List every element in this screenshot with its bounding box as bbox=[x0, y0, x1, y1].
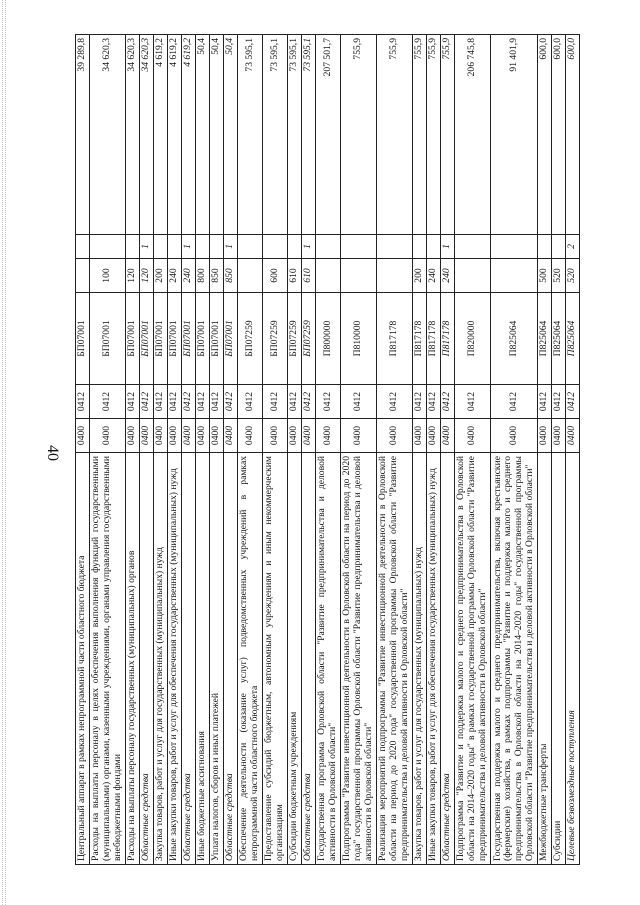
podrazdel-code-cell: 0412 bbox=[566, 385, 580, 419]
amount-cell: 206 745,8 bbox=[455, 35, 491, 235]
razdel-code-cell: 0400 bbox=[90, 419, 126, 453]
amount-cell: 755,9 bbox=[427, 35, 441, 235]
razdel-code-cell: 0400 bbox=[140, 419, 154, 453]
target-article-code-cell: БП07001 bbox=[140, 293, 154, 385]
source-code-cell: 1 bbox=[182, 235, 196, 259]
podrazdel-code-cell: 0412 bbox=[288, 385, 302, 419]
expense-type-code-cell: 240 bbox=[182, 259, 196, 293]
amount-cell: 600,0 bbox=[538, 35, 552, 235]
table-row bbox=[341, 35, 377, 865]
target-article-code-cell: БП07001 bbox=[224, 293, 238, 385]
podrazdel-code-cell: 0412 bbox=[210, 385, 224, 419]
target-article-code-cell: П810000 bbox=[341, 293, 377, 385]
podrazdel-code-cell: 0412 bbox=[455, 385, 491, 419]
podrazdel-code-cell: 0412 bbox=[238, 385, 263, 419]
page-number: 40 bbox=[44, 445, 61, 461]
amount-cell: 73 595,1 bbox=[302, 35, 316, 235]
expense-type-code-cell bbox=[76, 259, 90, 293]
razdel-code-cell: 0400 bbox=[126, 419, 140, 453]
row-name-cell: Подпрограмма "Развитие и поддержка малого и среднего предпринимательства в Орловской области на 2014–2020 годы" в рамках государственной программы Орловской области "Развитие предпринимательства и деловой активности в Орловской области" bbox=[455, 453, 491, 865]
target-article-code-cell: БП07001 bbox=[182, 293, 196, 385]
podrazdel-code-cell: 0412 bbox=[413, 385, 427, 419]
podrazdel-code-cell: 0412 bbox=[263, 385, 288, 419]
razdel-code-cell: 0400 bbox=[168, 419, 182, 453]
podrazdel-code-cell: 0412 bbox=[90, 385, 126, 419]
source-code-cell bbox=[126, 235, 140, 259]
target-article-code-cell: П817178 bbox=[427, 293, 441, 385]
source-code-cell bbox=[154, 235, 168, 259]
expense-type-code-cell: 120 bbox=[126, 259, 140, 293]
podrazdel-code-cell: 0412 bbox=[538, 385, 552, 419]
amount-cell: 4 619,2 bbox=[154, 35, 168, 235]
target-article-code-cell: П817178 bbox=[413, 293, 427, 385]
expense-type-code-cell bbox=[341, 259, 377, 293]
target-article-code-cell: П820000 bbox=[455, 293, 491, 385]
source-code-cell bbox=[168, 235, 182, 259]
amount-cell: 755,9 bbox=[441, 35, 455, 235]
table-row bbox=[224, 35, 238, 865]
razdel-code-cell: 0400 bbox=[377, 419, 413, 453]
row-name-cell: Областные средства bbox=[302, 453, 316, 865]
row-name-cell: Расходы на выплаты персоналу государственных (муниципальных) органов bbox=[126, 453, 140, 865]
table-row bbox=[316, 35, 341, 865]
razdel-code-cell: 0400 bbox=[552, 419, 566, 453]
amount-cell: 34 620,3 bbox=[140, 35, 154, 235]
table-row bbox=[427, 35, 441, 865]
source-code-cell: 1 bbox=[140, 235, 154, 259]
amount-cell: 39 289,8 bbox=[76, 35, 90, 235]
expense-type-code-cell: 200 bbox=[413, 259, 427, 293]
amount-cell: 4 619,2 bbox=[168, 35, 182, 235]
podrazdel-code-cell: 0412 bbox=[552, 385, 566, 419]
target-article-code-cell: П817178 bbox=[377, 293, 413, 385]
podrazdel-code-cell: 0412 bbox=[182, 385, 196, 419]
row-name-cell: Предоставление субсидий бюджетным, автономным учреждениям и иным некоммерческим организациям bbox=[263, 453, 288, 865]
table-row bbox=[552, 35, 566, 865]
razdel-code-cell: 0400 bbox=[455, 419, 491, 453]
expense-type-code-cell: 240 bbox=[427, 259, 441, 293]
amount-cell: 600,0 bbox=[566, 35, 580, 235]
target-article-code-cell: БП07259 bbox=[238, 293, 263, 385]
row-name-cell: Субсидии bbox=[552, 453, 566, 865]
source-code-cell bbox=[491, 235, 538, 259]
razdel-code-cell: 0400 bbox=[182, 419, 196, 453]
expense-type-code-cell: 800 bbox=[196, 259, 210, 293]
expense-type-code-cell: 520 bbox=[552, 259, 566, 293]
target-article-code-cell: П825064 bbox=[552, 293, 566, 385]
expense-type-code-cell: 200 bbox=[154, 259, 168, 293]
podrazdel-code-cell: 0412 bbox=[377, 385, 413, 419]
razdel-code-cell: 0400 bbox=[238, 419, 263, 453]
budget-table bbox=[75, 34, 580, 865]
table-row bbox=[263, 35, 288, 865]
razdel-code-cell: 0400 bbox=[316, 419, 341, 453]
table-row bbox=[140, 35, 154, 865]
source-code-cell bbox=[552, 235, 566, 259]
podrazdel-code-cell: 0412 bbox=[341, 385, 377, 419]
razdel-code-cell: 0400 bbox=[427, 419, 441, 453]
razdel-code-cell: 0400 bbox=[196, 419, 210, 453]
row-name-cell: Иные закупки товаров, работ и услуг для обеспечения государственных (муниципальных) нужд bbox=[168, 453, 182, 865]
expense-type-code-cell: 240 bbox=[441, 259, 455, 293]
podrazdel-code-cell: 0412 bbox=[126, 385, 140, 419]
razdel-code-cell: 0400 bbox=[224, 419, 238, 453]
expense-type-code-cell: 120 bbox=[140, 259, 154, 293]
table-row bbox=[302, 35, 316, 865]
razdel-code-cell: 0400 bbox=[263, 419, 288, 453]
amount-cell: 50,4 bbox=[224, 35, 238, 235]
source-code-cell bbox=[263, 235, 288, 259]
target-article-code-cell: П825064 bbox=[566, 293, 580, 385]
expense-type-code-cell: 850 bbox=[224, 259, 238, 293]
target-article-code-cell: БП07259 bbox=[263, 293, 288, 385]
table-row bbox=[377, 35, 413, 865]
row-name-cell: Закупка товаров, работ и услуг для государственных (муниципальных) нужд bbox=[154, 453, 168, 865]
row-name-cell: Областные средства bbox=[441, 453, 455, 865]
podrazdel-code-cell: 0412 bbox=[427, 385, 441, 419]
source-code-cell bbox=[90, 235, 126, 259]
source-code-cell bbox=[377, 235, 413, 259]
amount-cell: 4 619,2 bbox=[182, 35, 196, 235]
razdel-code-cell: 0400 bbox=[288, 419, 302, 453]
source-code-cell bbox=[316, 235, 341, 259]
podrazdel-code-cell: 0412 bbox=[196, 385, 210, 419]
razdel-code-cell: 0400 bbox=[538, 419, 552, 453]
row-name-cell: Государственная поддержка малого и среднего предпринимательства, включая крестьянские (фермерские) хозяйства, в рамках подпрограммы "Развитие и поддержка малого и среднего предпринимательства в Орловской области на 2014–2020 годы" государственной программы Орловской области "Развитие предпринимательства и деловой активности в Орловской области" bbox=[491, 453, 538, 865]
table-row bbox=[196, 35, 210, 865]
target-article-code-cell: БП07001 bbox=[90, 293, 126, 385]
razdel-code-cell: 0400 bbox=[302, 419, 316, 453]
amount-cell: 91 401,9 bbox=[491, 35, 538, 235]
target-article-code-cell: БП07259 bbox=[288, 293, 302, 385]
budget-table-rotated bbox=[75, 35, 582, 865]
source-code-cell: 1 bbox=[441, 235, 455, 259]
row-name-cell: Расходы на выплаты персоналу в целях обеспечения выполнения функций государственными (муниципальными) органами, казенными учреждениями, органами управления государственными внебюджетными фондами bbox=[90, 453, 126, 865]
table-row bbox=[455, 35, 491, 865]
amount-cell: 755,9 bbox=[341, 35, 377, 235]
row-name-cell: Иные закупки товаров, работ и услуг для обеспечения государственных (муниципальных) нужд bbox=[427, 453, 441, 865]
source-code-cell bbox=[238, 235, 263, 259]
amount-cell: 50,4 bbox=[196, 35, 210, 235]
table-row bbox=[90, 35, 126, 865]
expense-type-code-cell: 600 bbox=[263, 259, 288, 293]
row-name-cell: Областные средства bbox=[140, 453, 154, 865]
razdel-code-cell: 0400 bbox=[566, 419, 580, 453]
expense-type-code-cell bbox=[377, 259, 413, 293]
podrazdel-code-cell: 0412 bbox=[491, 385, 538, 419]
razdel-code-cell: 0400 bbox=[491, 419, 538, 453]
target-article-code-cell: П825064 bbox=[491, 293, 538, 385]
expense-type-code-cell: 240 bbox=[168, 259, 182, 293]
podrazdel-code-cell: 0412 bbox=[224, 385, 238, 419]
expense-type-code-cell: 500 bbox=[538, 259, 552, 293]
source-code-cell bbox=[455, 235, 491, 259]
source-code-cell bbox=[210, 235, 224, 259]
row-name-cell: Субсидии бюджетным учреждениям bbox=[288, 453, 302, 865]
source-code-cell: 2 bbox=[566, 235, 580, 259]
table-row bbox=[288, 35, 302, 865]
row-name-cell: Иные бюджетные ассигнования bbox=[196, 453, 210, 865]
row-name-cell: Областные средства bbox=[182, 453, 196, 865]
table-row bbox=[441, 35, 455, 865]
expense-type-code-cell: 610 bbox=[288, 259, 302, 293]
table-row bbox=[76, 35, 90, 865]
scan-edge-mark bbox=[2, 0, 3, 905]
target-article-code-cell: БП07259 bbox=[302, 293, 316, 385]
amount-cell: 34 620,3 bbox=[90, 35, 126, 235]
table-row bbox=[182, 35, 196, 865]
amount-cell: 755,9 bbox=[377, 35, 413, 235]
row-name-cell: Областные средства bbox=[224, 453, 238, 865]
expense-type-code-cell bbox=[491, 259, 538, 293]
table-row bbox=[491, 35, 538, 865]
expense-type-code-cell bbox=[316, 259, 341, 293]
target-article-code-cell: БП07001 bbox=[168, 293, 182, 385]
table-row bbox=[168, 35, 182, 865]
row-name-cell: Государственная программа Орловской области "Развитие предпринимательства и деловой активности в Орловской области" bbox=[316, 453, 341, 865]
source-code-cell bbox=[76, 235, 90, 259]
source-code-cell bbox=[413, 235, 427, 259]
source-code-cell: 1 bbox=[224, 235, 238, 259]
expense-type-code-cell: 100 bbox=[90, 259, 126, 293]
expense-type-code-cell bbox=[455, 259, 491, 293]
podrazdel-code-cell: 0412 bbox=[168, 385, 182, 419]
target-article-code-cell: БП07001 bbox=[196, 293, 210, 385]
target-article-code-cell: БП07001 bbox=[210, 293, 224, 385]
table-row bbox=[126, 35, 140, 865]
razdel-code-cell: 0400 bbox=[210, 419, 224, 453]
row-name-cell: Реализация мероприятий подпрограммы "Развитие инвестиционной деятельности в Орловской области на период до 2020 года" государственной программы Орловской области "Развитие предпринимательства и деловой активности в Орловской области" bbox=[377, 453, 413, 865]
target-article-code-cell: БП07001 bbox=[126, 293, 140, 385]
podrazdel-code-cell: 0412 bbox=[441, 385, 455, 419]
amount-cell: 50,4 bbox=[210, 35, 224, 235]
table-row bbox=[238, 35, 263, 865]
table-row bbox=[154, 35, 168, 865]
amount-cell: 73 595,1 bbox=[288, 35, 302, 235]
amount-cell: 34 620,3 bbox=[126, 35, 140, 235]
row-name-cell: Обеспечение деятельности (оказание услуг) подведомственных учреждений в рамках непрограммной части областного бюджета bbox=[238, 453, 263, 865]
table-row bbox=[413, 35, 427, 865]
row-name-cell: Целевые безвозмездные поступления bbox=[566, 453, 580, 865]
podrazdel-code-cell: 0412 bbox=[76, 385, 90, 419]
podrazdel-code-cell: 0412 bbox=[302, 385, 316, 419]
amount-cell: 207 501,7 bbox=[316, 35, 341, 235]
source-code-cell bbox=[427, 235, 441, 259]
expense-type-code-cell: 610 bbox=[302, 259, 316, 293]
source-code-cell bbox=[341, 235, 377, 259]
amount-cell: 73 595,1 bbox=[263, 35, 288, 235]
target-article-code-cell: БП07001 bbox=[154, 293, 168, 385]
table-row bbox=[538, 35, 552, 865]
row-name-cell: Центральный аппарат в рамках непрограммной части областного бюджета bbox=[76, 453, 90, 865]
razdel-code-cell: 0400 bbox=[441, 419, 455, 453]
razdel-code-cell: 0400 bbox=[154, 419, 168, 453]
target-article-code-cell: БП07001 bbox=[76, 293, 90, 385]
amount-cell: 73 595,1 bbox=[238, 35, 263, 235]
target-article-code-cell: П817178 bbox=[441, 293, 455, 385]
source-code-cell bbox=[288, 235, 302, 259]
razdel-code-cell: 0400 bbox=[76, 419, 90, 453]
row-name-cell: Межбюджетные трансферты bbox=[538, 453, 552, 865]
podrazdel-code-cell: 0412 bbox=[140, 385, 154, 419]
source-code-cell bbox=[196, 235, 210, 259]
expense-type-code-cell: 850 bbox=[210, 259, 224, 293]
expense-type-code-cell: 520 bbox=[566, 259, 580, 293]
row-name-cell: Уплата налогов, сборов и иных платежей bbox=[210, 453, 224, 865]
source-code-cell bbox=[538, 235, 552, 259]
table-row bbox=[210, 35, 224, 865]
razdel-code-cell: 0400 bbox=[341, 419, 377, 453]
table-row bbox=[566, 35, 580, 865]
razdel-code-cell: 0400 bbox=[413, 419, 427, 453]
amount-cell: 755,9 bbox=[413, 35, 427, 235]
amount-cell: 600,0 bbox=[552, 35, 566, 235]
podrazdel-code-cell: 0412 bbox=[316, 385, 341, 419]
expense-type-code-cell bbox=[238, 259, 263, 293]
row-name-cell: Подпрограмма "Развитие инвестиционной деятельности в Орловской области на период до 2020 года" государственной программы Орловской области "Развитие предпринимательства и деловой активности в Орловской области" bbox=[341, 453, 377, 865]
row-name-cell: Закупка товаров, работ и услуг для государственных (муниципальных) нужд bbox=[413, 453, 427, 865]
podrazdel-code-cell: 0412 bbox=[154, 385, 168, 419]
target-article-code-cell: П800000 bbox=[316, 293, 341, 385]
source-code-cell: 1 bbox=[302, 235, 316, 259]
target-article-code-cell: П825064 bbox=[538, 293, 552, 385]
scan-edge-mark bbox=[5, 0, 6, 905]
budget-table-body bbox=[76, 35, 580, 865]
